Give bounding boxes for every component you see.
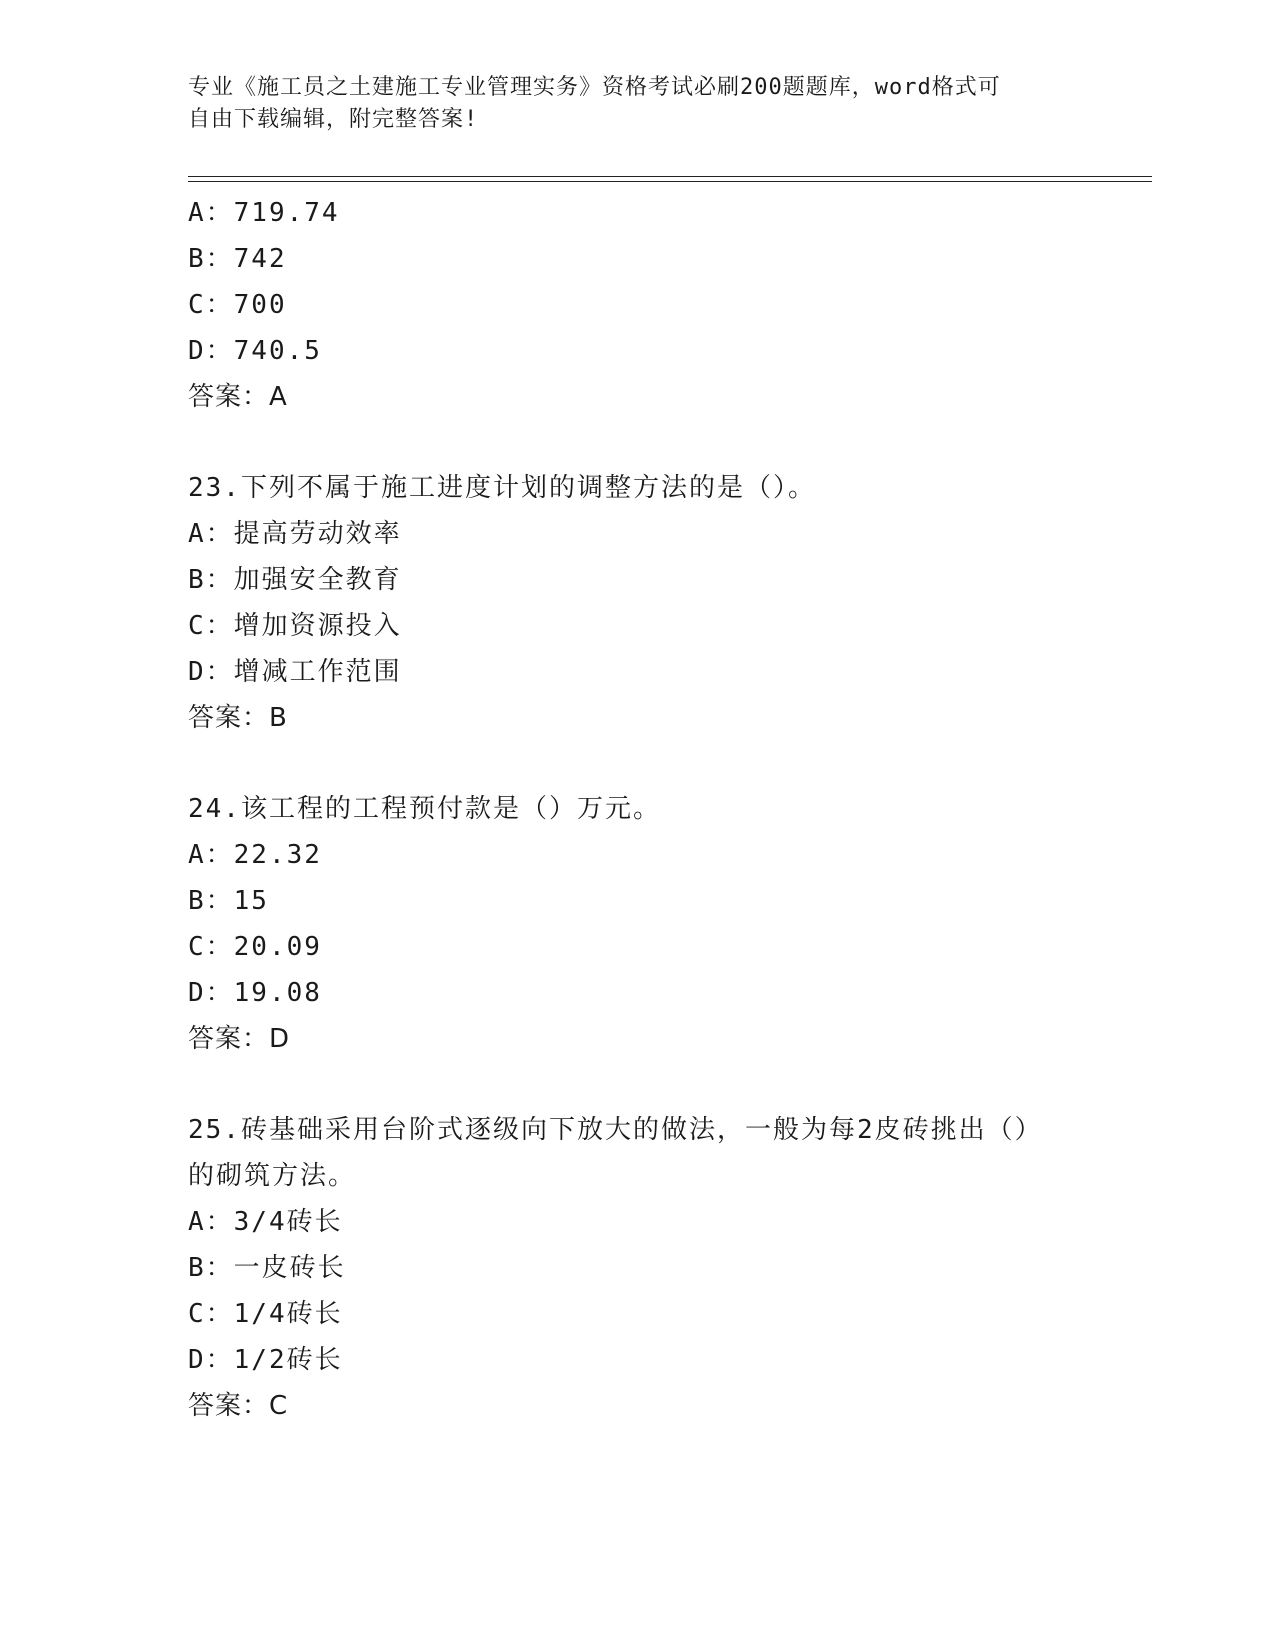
option-c: C：20.09 <box>188 932 322 962</box>
question-25 <box>188 1107 1088 1429</box>
option-c: C：增加资源投入 <box>188 611 402 641</box>
spacer <box>188 1062 1088 1107</box>
header-divider-top <box>188 176 1152 177</box>
spacer <box>188 420 1088 465</box>
answer-label: 答案：B <box>188 703 288 733</box>
option-b: B：一皮砖长 <box>188 1253 346 1283</box>
option-d: D：增减工作范围 <box>188 657 402 687</box>
question-stem: 24.该工程的工程预付款是（）万元。 <box>188 794 661 824</box>
option-c: C：1/4砖长 <box>188 1299 343 1329</box>
question-stem: 23.下列不属于施工进度计划的调整方法的是（）。 <box>188 473 816 503</box>
question-23 <box>188 465 1088 741</box>
option-b: B：加强安全教育 <box>188 565 402 595</box>
question-24 <box>188 786 1088 1062</box>
question-22 <box>188 190 1088 420</box>
option-a: A：719.74 <box>188 198 340 228</box>
header-title-line-1: 专业《施工员之土建施工专业管理实务》资格考试必刷200题题库，word格式可 <box>188 75 1001 100</box>
document-header <box>188 72 1088 136</box>
answer-label: 答案：A <box>188 382 288 412</box>
header-divider-bottom <box>188 181 1152 182</box>
spacer <box>188 741 1088 786</box>
answer-label: 答案：C <box>188 1391 289 1421</box>
option-c: C：700 <box>188 290 287 320</box>
question-list <box>188 190 1088 1429</box>
answer-label: 答案：D <box>188 1024 291 1054</box>
option-a: A：22.32 <box>188 840 322 870</box>
header-title-line-2: 自由下载编辑，附完整答案! <box>188 107 479 132</box>
option-b: B：742 <box>188 244 287 274</box>
option-d: D：740.5 <box>188 336 322 366</box>
option-d: D：19.08 <box>188 978 322 1008</box>
question-stem-line-1: 25.砖基础采用台阶式逐级向下放大的做法，一般为每2皮砖挑出（） <box>188 1115 1043 1145</box>
option-a: A：3/4砖长 <box>188 1207 343 1237</box>
option-d: D：1/2砖长 <box>188 1345 343 1375</box>
option-b: B：15 <box>188 886 269 916</box>
question-stem-line-2: 的砌筑方法。 <box>188 1161 357 1191</box>
option-a: A：提高劳动效率 <box>188 519 402 549</box>
